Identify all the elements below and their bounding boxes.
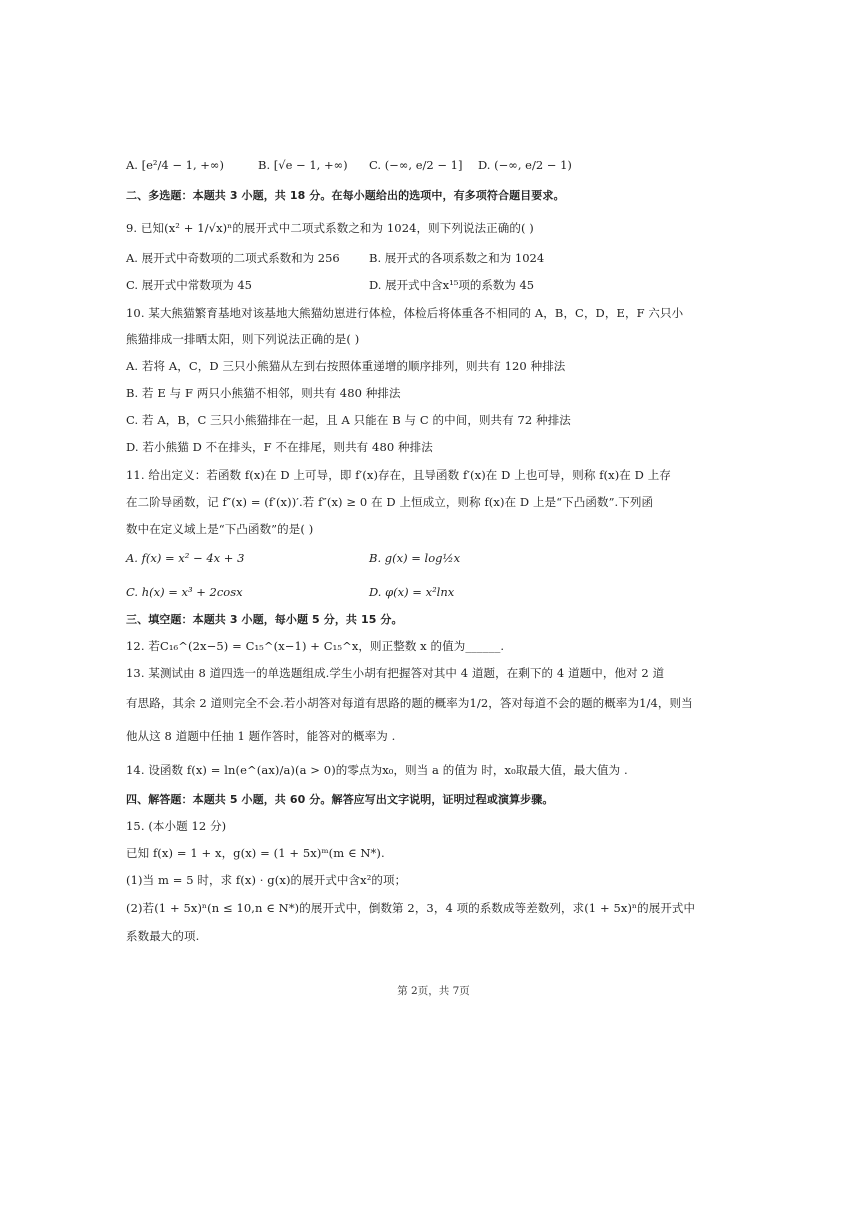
q11-stem-line1: 11. 给出定义：若函数 f(x)在 D 上可导，即 f′(x)存在，且导函数 f′(x)在 D 上也可导，则称 f(x)在 D 上存 xyxy=(126,468,671,482)
q11-stem-line2: 在二阶导函数，记 f″(x) = (f′(x))′.若 f″(x) ≥ 0 在 D 上恒成立，则称 f(x)在 D 上是“下凸函数”.下列函 xyxy=(126,495,654,509)
q10-stem-line2: 熊猫排成一排晒太阳，则下列说法正确的是( ) xyxy=(126,332,360,346)
section-2-heading: 二、多选题：本题共 3 小题，共 18 分。在每小题给出的选项中，有多项符合题目要求。 xyxy=(126,189,565,202)
q10-option-d: D. 若小熊猫 D 不在排头，F 不在排尾，则共有 480 种排法 xyxy=(126,440,433,454)
q11-option-d: D. φ(x) = x²lnx xyxy=(369,585,455,599)
q10-option-b: B. 若 E 与 F 两只小熊猫不相邻，则共有 480 种排法 xyxy=(126,386,401,400)
q9-option-a: A. 展开式中奇数项的二项式系数和为 256 xyxy=(126,251,340,265)
q9-option-b: B. 展开式的各项系数之和为 1024 xyxy=(369,251,545,265)
q11-stem-line3: 数中在定义域上是“下凸函数”的是( ) xyxy=(126,522,314,536)
q9-option-c: C. 展开式中常数项为 45 xyxy=(126,278,252,292)
q8-option-b: B. [√e − 1, +∞) xyxy=(258,158,348,172)
q9-stem: 9. 已知(x² + 1/√x)ⁿ的展开式中二项式系数之和为 1024，则下列说法正确的( ) xyxy=(126,221,534,235)
q12-text: 12. 若C₁₆^(2x−5) = C₁₅^(x−1) + C₁₅^x，则正整数 x 的值为______. xyxy=(126,639,505,653)
page-footer: 第 2页，共 7页 xyxy=(397,985,470,997)
q15-title: 15. (本小题 12 分) xyxy=(126,819,227,833)
q10-option-c: C. 若 A，B，C 三只小熊猫排在一起，且 A 只能在 B 与 C 的中间，则共有 72 种排法 xyxy=(126,413,571,427)
q13-line2: 有思路，其余 2 道则完全不会.若小胡答对每道有思路的题的概率为1/2，答对每道不会的题的概率为1/4，则当 xyxy=(126,696,693,710)
q11-option-a: A. f(x) = x² − 4x + 3 xyxy=(126,551,245,565)
q14-text: 14. 设函数 f(x) = ln(e^(ax)/a)(a > 0)的零点为x₀，则当 a 的值为 时，x₀取最大值，最大值为 . xyxy=(126,763,628,777)
q13-line3: 他从这 8 道题中任抽 1 题作答时，能答对的概率为 . xyxy=(126,729,396,743)
q9-option-d: D. 展开式中含x¹⁵项的系数为 45 xyxy=(369,278,535,292)
q10-option-a: A. 若将 A，C，D 三只小熊猫从左到右按照体重递增的顺序排列，则共有 120 种排法 xyxy=(126,359,566,373)
q11-option-b: B. g(x) = log½x xyxy=(369,551,461,565)
section-4-heading: 四、解答题：本题共 5 小题，共 60 分。解答应写出文字说明，证明过程或演算步骤。 xyxy=(126,793,554,806)
q15-line3: (2)若(1 + 5x)ⁿ(n ≤ 10,n ∈ N*)的展开式中，倒数第 2，3，4 项的系数成等差数列，求(1 + 5x)ⁿ的展开式中 xyxy=(126,901,696,915)
q15-line2: (1)当 m = 5 时，求 f(x) · g(x)的展开式中含x²的项； xyxy=(126,873,407,887)
q8-option-a: A. [e²/4 − 1, +∞) xyxy=(126,158,224,172)
q13-line1: 13. 某测试由 8 道四选一的单选题组成.学生小胡有把握答对其中 4 道题，在剩下的 4 道题中，他对 2 道 xyxy=(126,666,665,680)
q15-line1: 已知 f(x) = 1 + x，g(x) = (1 + 5x)ᵐ(m ∈ N*). xyxy=(126,846,385,860)
q10-stem-line1: 10. 某大熊猫繁育基地对该基地大熊猫幼崽进行体检，体检后将体重各不相同的 A，B，C，D，E，F 六只小 xyxy=(126,306,684,320)
q15-line4: 系数最大的项. xyxy=(126,929,200,943)
q8-option-c: C. (−∞, e/2 − 1] xyxy=(369,158,463,172)
q11-option-c: C. h(x) = x³ + 2cosx xyxy=(126,585,243,599)
section-3-heading: 三、填空题：本题共 3 小题，每小题 5 分，共 15 分。 xyxy=(126,613,403,626)
q8-option-d: D. (−∞, e/2 − 1) xyxy=(478,158,572,172)
